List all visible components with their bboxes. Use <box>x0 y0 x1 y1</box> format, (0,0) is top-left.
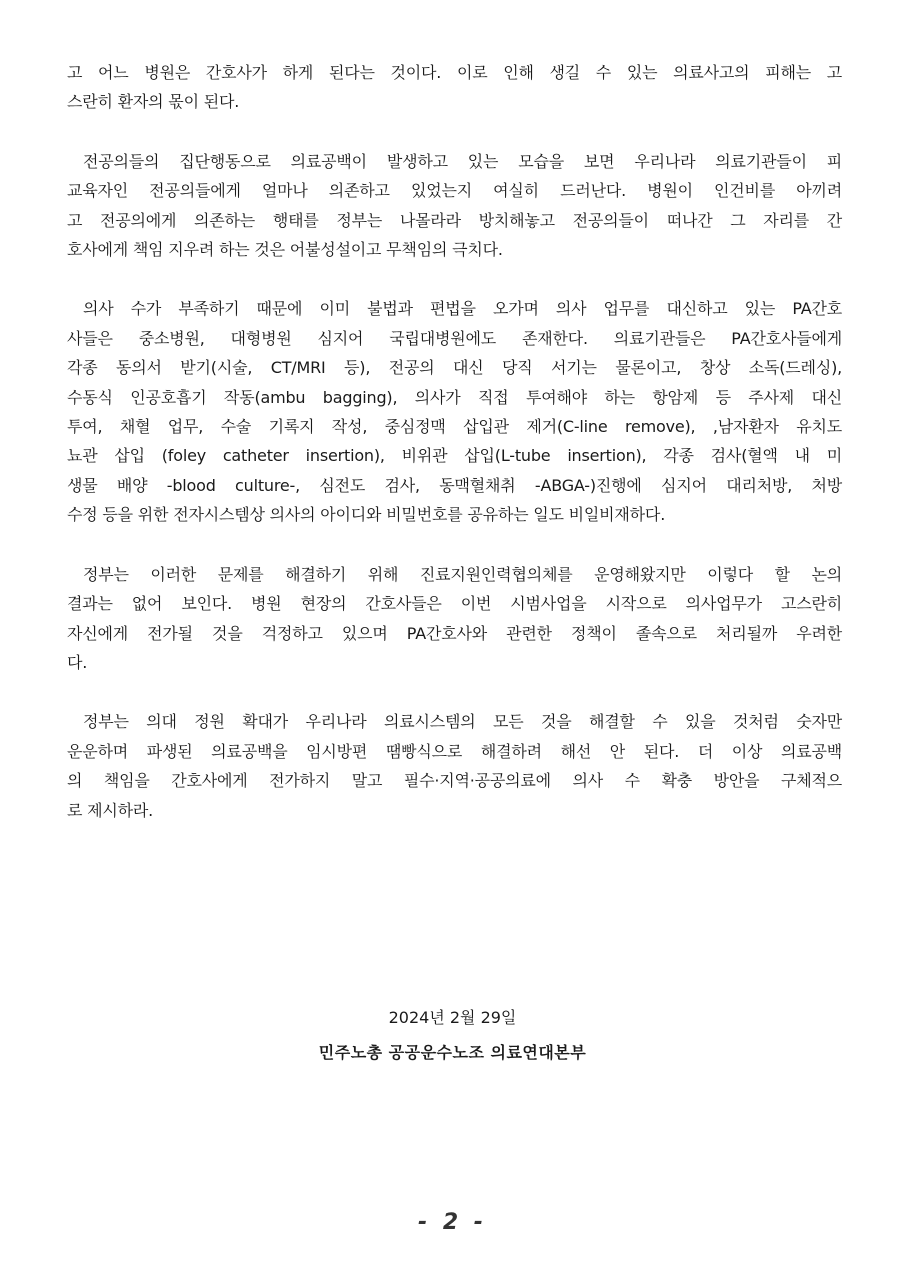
text-line: 각종 동의서 받기(시술, CT/MRI 등), 전공의 대신 당직 서기는 물론이고, 창상 소독(드레싱), <box>67 358 842 378</box>
text-line: 의 책임을 간호사에게 전가하지 말고 필수·지역·공공의료에 의사 수 확충 방안을 구체적으 <box>67 771 842 791</box>
text-line: 정부는 이러한 문제를 해결하기 위해 진료지원인력협의체를 운영해왔지만 이렇다 할 논의 <box>83 564 842 584</box>
document-body <box>67 58 842 855</box>
text-line: 호사에게 책임 지우려 하는 것은 어불성설이고 무책임의 극치다. <box>67 240 503 260</box>
text-line: 고 어느 병원은 간호사가 하게 된다는 것이다. 이로 인해 생길 수 있는 의료사고의 피해는 고 <box>67 63 842 82</box>
text-line: 수동식 인공호흡기 작동(ambu bagging), 의사가 직접 투여해야 하는 항암제 등 주사제 대신 <box>67 387 842 407</box>
page-number: - 2 - <box>418 1210 487 1235</box>
text-line: 고 전공의에게 의존하는 행태를 정부는 나몰라라 방치해놓고 전공의들이 떠나간 그 자리를 간 <box>67 210 842 230</box>
text-line: 정부는 의대 정원 확대가 우리나라 의료시스템의 모든 것을 해결할 수 있을 것처럼 숫자만 <box>83 712 842 732</box>
text-line: 로 제시하라. <box>67 800 154 820</box>
text-line: 전공의들의 집단행동으로 의료공백이 발생하고 있는 모습을 보면 우리나라 의료기관들이 피 <box>83 151 842 171</box>
text-line: 결과는 없어 보인다. 병원 현장의 간호사들은 이번 시범사업을 시작으로 의사업무가 고스란히 <box>67 594 842 614</box>
paragraph-1 <box>67 58 842 117</box>
text-line: 스란히 환자의 몫이 된다. <box>67 92 240 112</box>
signature-organization: 민주노총 공공운수노조 의료연대본부 <box>318 1043 587 1062</box>
text-line: 투여, 채혈 업무, 수술 기록지 작성, 중심정맥 삽입관 제거(C-line remove), ,남자환자 유치도 <box>67 417 842 437</box>
paragraph-2 <box>67 147 842 265</box>
text-line: 운운하며 파생된 의료공백을 임시방편 땜빵식으로 해결하려 해선 안 된다. 더 이상 의료공백 <box>67 741 842 761</box>
paragraph-5 <box>67 707 842 825</box>
text-line: 다. <box>67 652 88 672</box>
text-line: 사들은 중소병원, 대형병원 심지어 국립대병원에도 존재한다. 의료기관들은 PA간호사들에게 <box>67 328 842 348</box>
signature-date: 2024년 2월 29일 <box>388 1008 517 1027</box>
text-line: 생물 배양 -blood culture-, 심전도 검사, 동맥혈채취 -ABGA-)진행에 심지어 대리처방, 처방 <box>67 475 842 495</box>
text-line: 수정 등을 위한 전자시스템상 의사의 아이디와 비밀번호를 공유하는 일도 비일비재하다. <box>67 505 666 525</box>
paragraph-3 <box>67 294 842 529</box>
text-line: 의사 수가 부족하기 때문에 이미 불법과 편법을 오가며 의사 업무를 대신하고 있는 PA간호 <box>83 299 842 319</box>
text-line: 뇨관 삽입 (foley catheter insertion), 비위관 삽입(L-tube insertion), 각종 검사(혈액 내 미 <box>67 446 842 466</box>
text-line: 자신에게 전가될 것을 걱정하고 있으며 PA간호사와 관련한 정책이 졸속으로 처리될까 우려한 <box>67 623 842 643</box>
text-line: 교육자인 전공의들에게 얼마나 의존하고 있었는지 여실히 드러난다. 병원이 인건비를 아끼려 <box>67 181 842 201</box>
paragraph-4 <box>67 560 842 678</box>
